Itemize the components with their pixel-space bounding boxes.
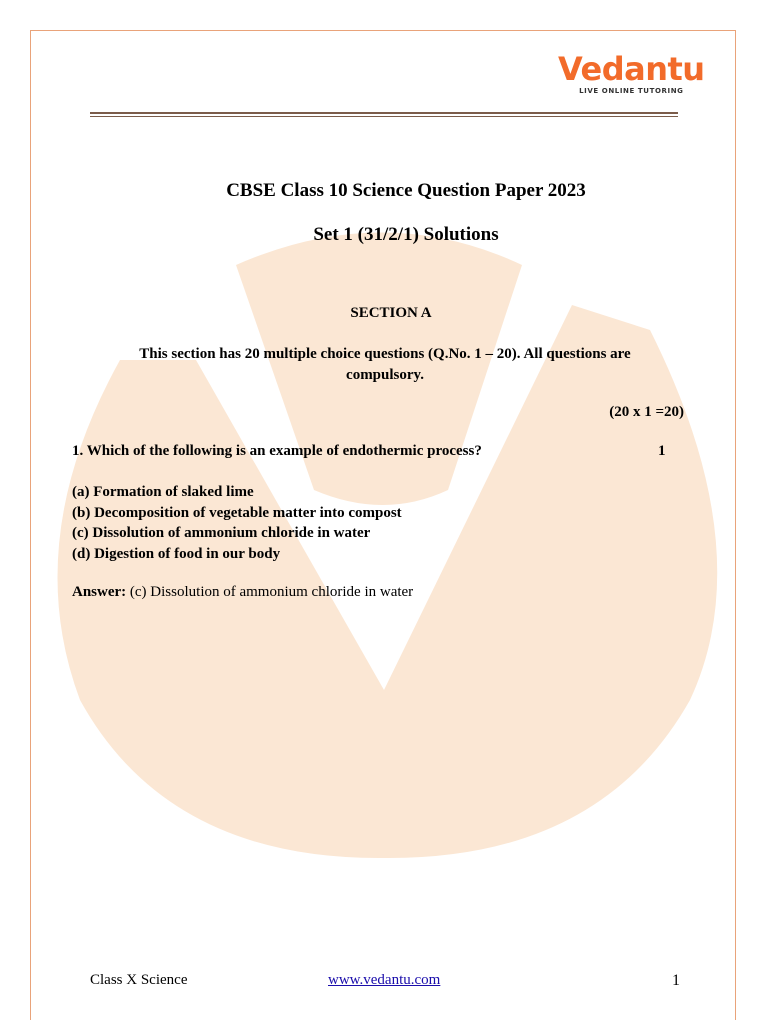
logo-wordmark: Vedantu: [558, 50, 705, 88]
option-b: (b) Decomposition of vegetable matter into compost: [72, 504, 402, 521]
option-c: (c) Dissolution of ammonium chloride in water: [72, 525, 371, 541]
page-title: CBSE Class 10 Science Question Paper 2023: [226, 180, 586, 201]
answer-label: Answer:: [72, 584, 127, 600]
option-a: (a) Formation of slaked lime: [72, 484, 254, 500]
question-1-answer: [72, 584, 413, 601]
vedantu-logo: [558, 52, 705, 95]
header-rule: [90, 112, 678, 114]
header-rule-thin: [90, 116, 678, 117]
logo-tagline: LIVE ONLINE TUTORING: [579, 87, 684, 95]
question-1-marks: 1: [658, 443, 666, 459]
page-subtitle: Set 1 (31/2/1) Solutions: [313, 224, 499, 245]
answer-text: (c) Dissolution of ammonium chloride in water: [126, 584, 414, 600]
question-1-options: [72, 482, 402, 564]
option-d: (d) Digestion of food in our body: [72, 545, 281, 562]
page-number: 1: [672, 972, 680, 989]
section-marks: (20 x 1 =20): [609, 404, 684, 420]
section-heading: SECTION A: [350, 305, 432, 321]
footer-website-link[interactable]: www.vedantu.com: [328, 972, 441, 988]
question-1-text: 1. Which of the following is an example of endothermic process?: [72, 443, 482, 459]
footer-subject: Class X Science: [90, 972, 188, 988]
section-intro: This section has 20 multiple choice questions (Q.No. 1 – 20). All questions are compulsory.: [139, 346, 631, 383]
